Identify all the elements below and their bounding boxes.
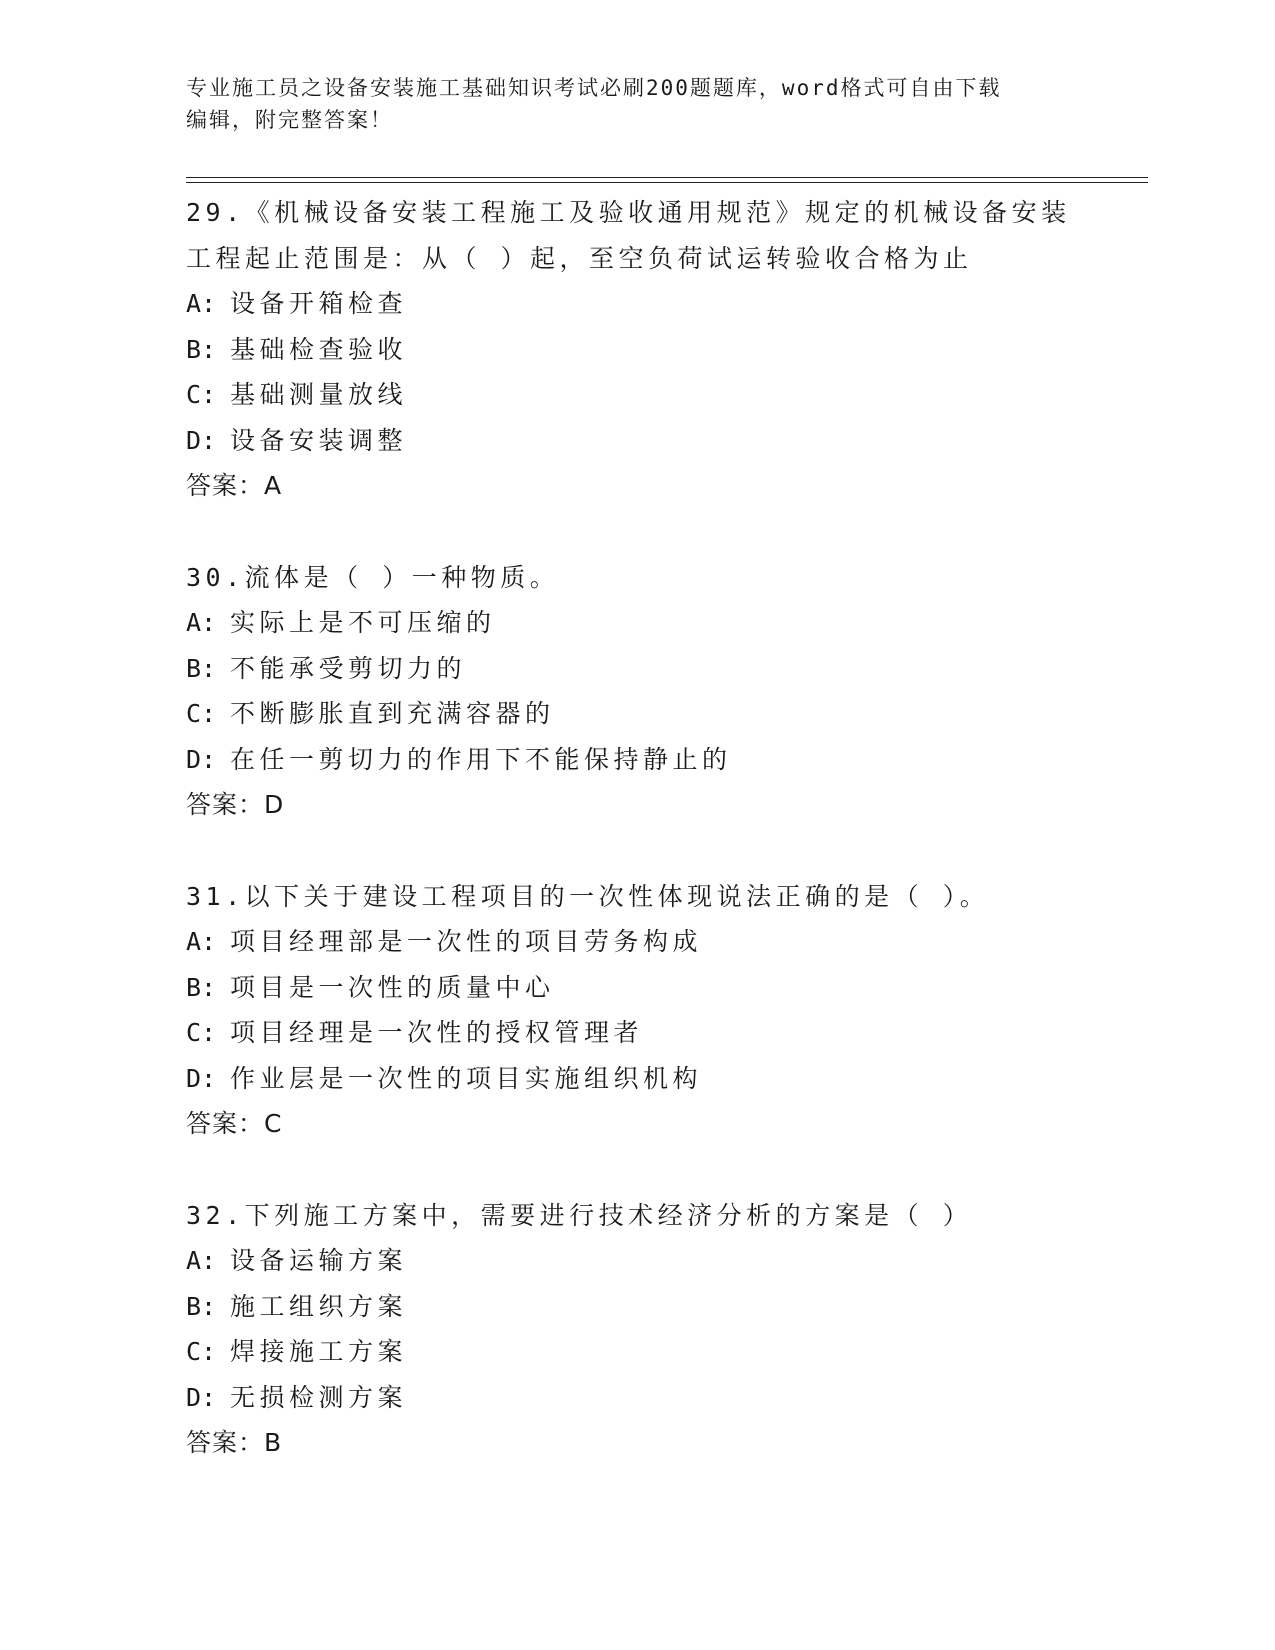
option-text: 基础测量放线 — [230, 380, 408, 409]
question-30 — [186, 555, 1086, 828]
option-b — [186, 1284, 1086, 1330]
question-29 — [186, 190, 1086, 509]
header-line-1: 专业施工员之设备安装施工基础知识考试必刷200题题库，word格式可自由下载 — [186, 76, 1002, 100]
answer-line: 答案：D — [186, 790, 285, 819]
option-key: D: — [186, 1382, 217, 1412]
option-d — [186, 1056, 1086, 1102]
option-c — [186, 1329, 1086, 1375]
option-key: B: — [186, 1291, 217, 1321]
option-b — [186, 646, 1086, 692]
option-key: C: — [186, 1018, 217, 1047]
question-31 — [186, 874, 1086, 1147]
option-c — [186, 1010, 1086, 1056]
option-key: C: — [186, 380, 217, 409]
option-text: 项目经理部是一次性的项目劳务构成 — [230, 927, 703, 956]
answer-line: 答案：C — [186, 1109, 283, 1138]
option-key: D: — [186, 425, 217, 455]
option-text: 焊接施工方案 — [230, 1337, 408, 1366]
option-key: B: — [186, 653, 217, 683]
option-key: A: — [186, 927, 217, 956]
option-text: 设备安装调整 — [230, 425, 408, 455]
option-key: C: — [186, 699, 217, 728]
option-text: 设备运输方案 — [230, 1246, 408, 1275]
question-32 — [186, 1193, 1086, 1466]
option-a — [186, 1238, 1086, 1284]
option-key: D: — [186, 744, 217, 774]
option-text: 设备开箱检查 — [230, 289, 408, 318]
header-line-2: 编辑，附完整答案！ — [186, 108, 393, 132]
option-a — [186, 281, 1086, 327]
option-key: A: — [186, 289, 217, 318]
option-d — [186, 737, 1086, 783]
option-b — [186, 327, 1086, 373]
option-text: 基础检查验收 — [230, 334, 408, 364]
option-c — [186, 691, 1086, 737]
question-stem: 32.下列施工方案中，需要进行技术经济分析的方案是（ ） — [186, 1200, 973, 1230]
option-text: 无损检测方案 — [230, 1382, 408, 1412]
option-text: 不能承受剪切力的 — [230, 653, 467, 683]
option-text: 项目经理是一次性的授权管理者 — [230, 1018, 644, 1047]
option-d — [186, 1375, 1086, 1421]
question-stem: 31.以下关于建设工程项目的一次性体现说法正确的是（ ）。 — [186, 881, 990, 911]
option-text: 项目是一次性的质量中心 — [230, 972, 555, 1002]
answer-line: 答案：B — [186, 1428, 283, 1457]
option-a — [186, 600, 1086, 646]
option-key: D: — [186, 1063, 217, 1093]
option-key: A: — [186, 1246, 217, 1275]
option-text: 作业层是一次性的项目实施组织机构 — [230, 1063, 703, 1093]
question-list — [186, 190, 1086, 1466]
option-text: 实际上是不可压缩的 — [230, 608, 496, 637]
option-text: 施工组织方案 — [230, 1291, 408, 1321]
question-stem: 30.流体是（ ）一种物质。 — [186, 562, 560, 592]
option-a — [186, 919, 1086, 965]
header-divider-top — [186, 177, 1148, 178]
option-d — [186, 418, 1086, 464]
option-text: 在任一剪切力的作用下不能保持静止的 — [230, 744, 732, 774]
document-header — [186, 72, 1066, 136]
option-key: B: — [186, 972, 217, 1002]
question-stem: 29.《机械设备安装工程施工及验收通用规范》规定的机械设备安装工程起止范围是：从（ ）起，至空负荷试运转验收合格为止 — [186, 198, 1071, 273]
option-c — [186, 372, 1086, 418]
option-b — [186, 965, 1086, 1011]
header-divider-bottom — [186, 182, 1148, 183]
answer-line: 答案：A — [186, 471, 283, 500]
option-key: B: — [186, 334, 217, 364]
option-key: C: — [186, 1337, 217, 1366]
option-text: 不断膨胀直到充满容器的 — [230, 699, 555, 728]
option-key: A: — [186, 608, 217, 637]
